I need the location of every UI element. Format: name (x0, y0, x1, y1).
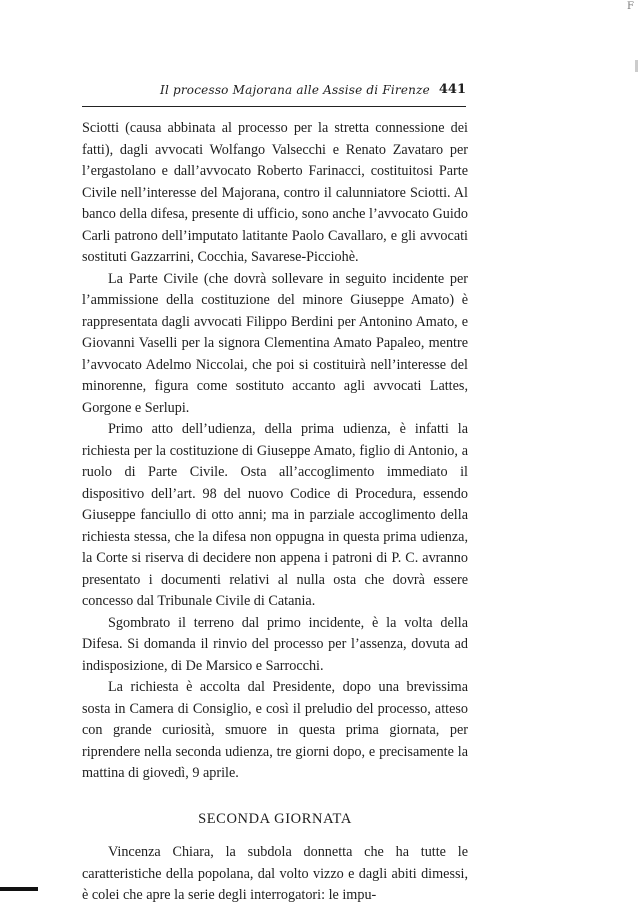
page-number: 441 (438, 82, 466, 97)
paragraph: La Parte Civile (che dovrà sollevare in seguito incidente per l’ammissione della costituzione del minore Giuseppe Amato) è rappresentata dagli avvocati Filippo Berdini per Antonino Amato, e Giovanni Vaselli per la signora Clementina Amato Papaleo, mentre l’avvocato Adelmo Niccolai, che poi si costituirà nell’interesse del minorenne, figura come sostituto accanto agli avvocati Lattes, Gorgone e Serlupi. (82, 270, 468, 416)
header-rule (82, 106, 466, 107)
paragraph: La richiesta è accolta dal Presidente, dopo una brevissima sosta in Camera di Consiglio, e così il preludio del processo, atteso con grande curiosità, smuore in questa prima giornata, per riprendere nella seconda udienza, tre giorni dopo, e precisamente la mattina di giovedì, 9 aprile. (82, 679, 468, 781)
paragraph: Sgombrato il terreno dal primo incidente, è la volta della Difesa. Si domanda il rinvio del processo per l’assenza, dovuta ad indisposizione, di De Marsico e Sarrocchi. (82, 614, 468, 674)
scan-edge-mark (0, 887, 38, 891)
running-header (80, 83, 466, 103)
paragraph: Vincenza Chiara, la subdola donnetta che ha tutte le caratteristiche della popolana, dal volto vizzo e dagli abiti dimessi, è colei che apre la serie degli interrogatori: le impu- (82, 844, 468, 903)
paragraph: Sciotti (causa abbinata al processo per la stretta connessione dei fatti), dagli avvocati Wolfango Valsecchi e Renato Zavataro per l’ergastolano e dall’avvocato Roberto Farinacci, costituitosi Parte Civile nell’interesse del Majorana, contro il calunniatore Sciotti. Al banco della difesa, presente di ufficio, sono anche l’avvocato Guido Carli patrono dell’imputato latitante Paolo Cavallaro, e gli avvocati sostituti Gazzarrini, Cocchia, Savarese-Picciohè. (82, 120, 468, 265)
corner-mark: F (627, 1, 634, 12)
running-title: Il processo Majorana alle Assise di Firenze (160, 83, 430, 97)
body-text (82, 118, 468, 907)
section-heading: SECONDA GIORNATA (198, 810, 352, 827)
paragraph: Primo atto dell’udienza, della prima udienza, è infatti la richiesta per la costituzione di Giuseppe Amato, figlio di Antonio, a ruolo di Parte Civile. Osta all’accoglimento immediato il dispositivo dell’art. 98 del nuovo Codice di Procedura, essendo Giuseppe fanciullo di otto anni; ma in parziale accoglimento della richiesta stessa, che la difesa non oppugna in questa prima udienza, la Corte si riserva di decidere non appena i patroni di P. C. avranno presentato i documenti relativi al nulla osta che dovrà essere concesso dal Tribunale Civile di Catania. (82, 421, 468, 609)
